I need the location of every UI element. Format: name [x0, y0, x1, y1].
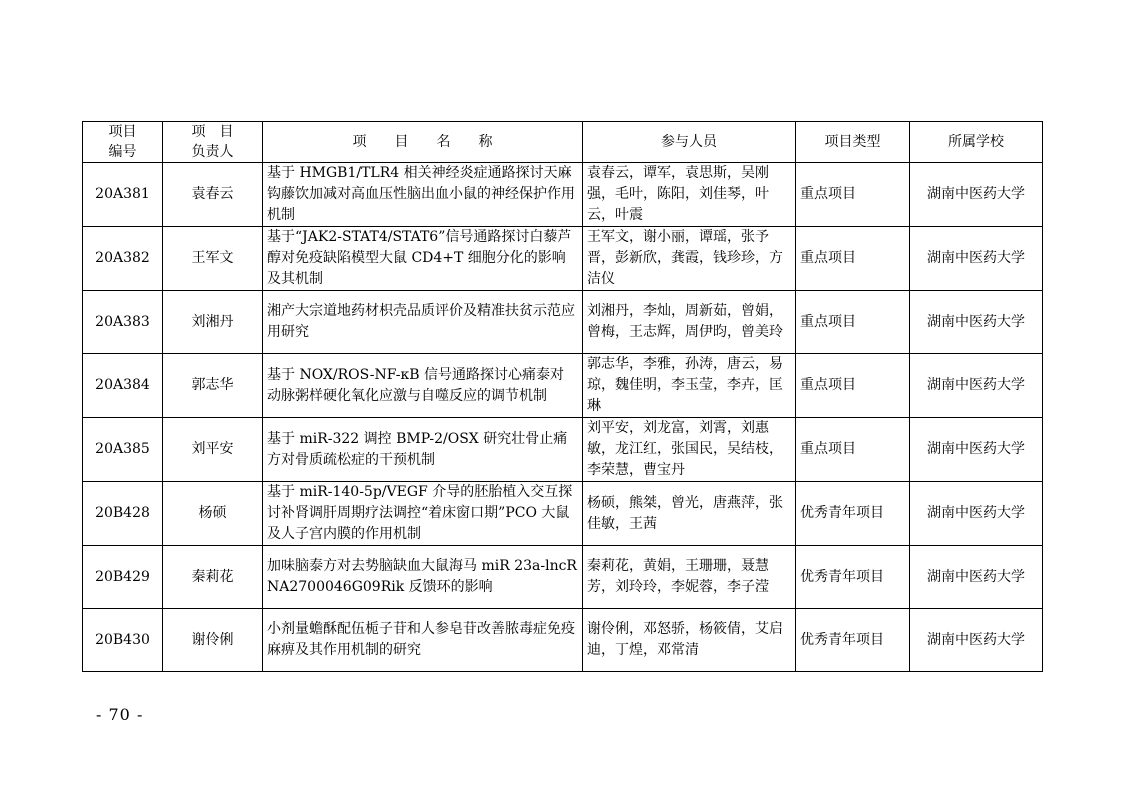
cell-leader: 刘平安	[163, 418, 263, 482]
cell-name: 加味脑泰方对去势脑缺血大鼠海马 miR 23a-lncRNA2700046G09Rik 反馈环的影响	[263, 546, 583, 609]
cell-name: 基于 NOX/ROS-NF-κB 信号通路探讨心痛泰对动脉粥样硬化氧化应激与自噬反应的调节机制	[263, 354, 583, 418]
table-row	[83, 354, 1043, 418]
header-type: 项目类型	[796, 122, 910, 163]
cell-school: 湖南中医药大学	[910, 546, 1043, 609]
header-members: 参与人员	[583, 122, 796, 163]
cell-school: 湖南中医药大学	[910, 354, 1043, 418]
cell-members: 袁春云，谭军，袁思斯，吴刚强，毛叶，陈阳，刘佳琴，叶云，叶震	[583, 163, 796, 227]
cell-name: 湘产大宗道地药材枳壳品质评价及精准扶贫示范应用研究	[263, 291, 583, 354]
cell-leader: 谢伶俐	[163, 609, 263, 672]
cell-name: 小剂量蟾酥配伍栀子苷和人参皂苷改善脓毒症免疫麻痹及其作用机制的研究	[263, 609, 583, 672]
header-id	[83, 122, 163, 163]
cell-type: 优秀青年项目	[796, 546, 910, 609]
cell-type: 优秀青年项目	[796, 609, 910, 672]
cell-leader: 秦莉花	[163, 546, 263, 609]
cell-members: 王军文，谢小丽，谭瑶，张予晋，彭新欣，龚霞，钱珍珍，方洁仪	[583, 227, 796, 291]
cell-leader: 杨硕	[163, 482, 263, 546]
header-id-line1: 项目	[108, 124, 137, 140]
header-name: 项 目 名 称	[263, 122, 583, 163]
table-row	[83, 163, 1043, 227]
cell-members: 杨硕，熊桀，曾光，唐燕萍，张佳敏，王茜	[583, 482, 796, 546]
cell-leader: 刘湘丹	[163, 291, 263, 354]
cell-id: 20A385	[83, 418, 163, 482]
cell-school: 湖南中医药大学	[910, 609, 1043, 672]
cell-members: 郭志华，李雅，孙涛，唐云，易琼，魏佳明，李玉莹，李卉，匡琳	[583, 354, 796, 418]
table-row	[83, 227, 1043, 291]
cell-school: 湖南中医药大学	[910, 291, 1043, 354]
cell-type: 重点项目	[796, 227, 910, 291]
cell-school: 湖南中医药大学	[910, 418, 1043, 482]
cell-name: 基于 HMGB1/TLR4 相关神经炎症通路探讨天麻钩藤饮加减对高血压性脑出血小鼠的神经保护作用机制	[263, 163, 583, 227]
cell-members: 谢伶俐，邓怒骄，杨筱倩，艾启迪，丁煌，邓常清	[583, 609, 796, 672]
cell-type: 重点项目	[796, 163, 910, 227]
cell-id: 20B428	[83, 482, 163, 546]
cell-school: 湖南中医药大学	[910, 163, 1043, 227]
cell-id: 20B429	[83, 546, 163, 609]
header-school: 所属学校	[910, 122, 1043, 163]
cell-id: 20A381	[83, 163, 163, 227]
cell-leader: 王军文	[163, 227, 263, 291]
project-table	[82, 121, 1043, 672]
cell-id: 20A384	[83, 354, 163, 418]
cell-id: 20B430	[83, 609, 163, 672]
table-row	[83, 418, 1043, 482]
cell-leader: 郭志华	[163, 354, 263, 418]
cell-type: 重点项目	[796, 291, 910, 354]
cell-type: 重点项目	[796, 354, 910, 418]
cell-name: 基于 miR-140-5p/VEGF 介导的胚胎植入交互探讨补肾调肝周期疗法调控“着床窗口期”PCO 大鼠及人子宫内膜的作用机制	[263, 482, 583, 546]
table-row	[83, 482, 1043, 546]
cell-school: 湖南中医药大学	[910, 227, 1043, 291]
cell-name: 基于“JAK2-STAT4/STAT6”信号通路探讨白藜芦醇对免疫缺陷模型大鼠 CD4+T 细胞分化的影响及其机制	[263, 227, 583, 291]
header-id-line2: 编号	[108, 144, 137, 160]
cell-members: 秦莉花，黄娟，王珊珊，聂慧芳，刘玲玲，李妮蓉，李子滢	[583, 546, 796, 609]
cell-id: 20A382	[83, 227, 163, 291]
table-row	[83, 291, 1043, 354]
header-leader	[163, 122, 263, 163]
table-header-row	[83, 122, 1043, 163]
cell-type: 重点项目	[796, 418, 910, 482]
cell-id: 20A383	[83, 291, 163, 354]
header-leader-line1: 项 目	[191, 124, 234, 140]
cell-school: 湖南中医药大学	[910, 482, 1043, 546]
table-row	[83, 546, 1043, 609]
cell-leader: 袁春云	[163, 163, 263, 227]
header-leader-line2: 负责人	[191, 144, 234, 160]
page-number: - 70 -	[96, 705, 144, 724]
cell-name: 基于 miR-322 调控 BMP-2/OSX 研究壮骨止痛方对骨质疏松症的干预机制	[263, 418, 583, 482]
cell-type: 优秀青年项目	[796, 482, 910, 546]
cell-members: 刘平安，刘龙富，刘霄，刘惠敏，龙江红，张国民，吴结枝，李荣慧，曹宝丹	[583, 418, 796, 482]
table-row	[83, 609, 1043, 672]
cell-members: 刘湘丹，李灿，周新茹，曾娟，曾梅，王志辉，周伊昀，曾美玲	[583, 291, 796, 354]
